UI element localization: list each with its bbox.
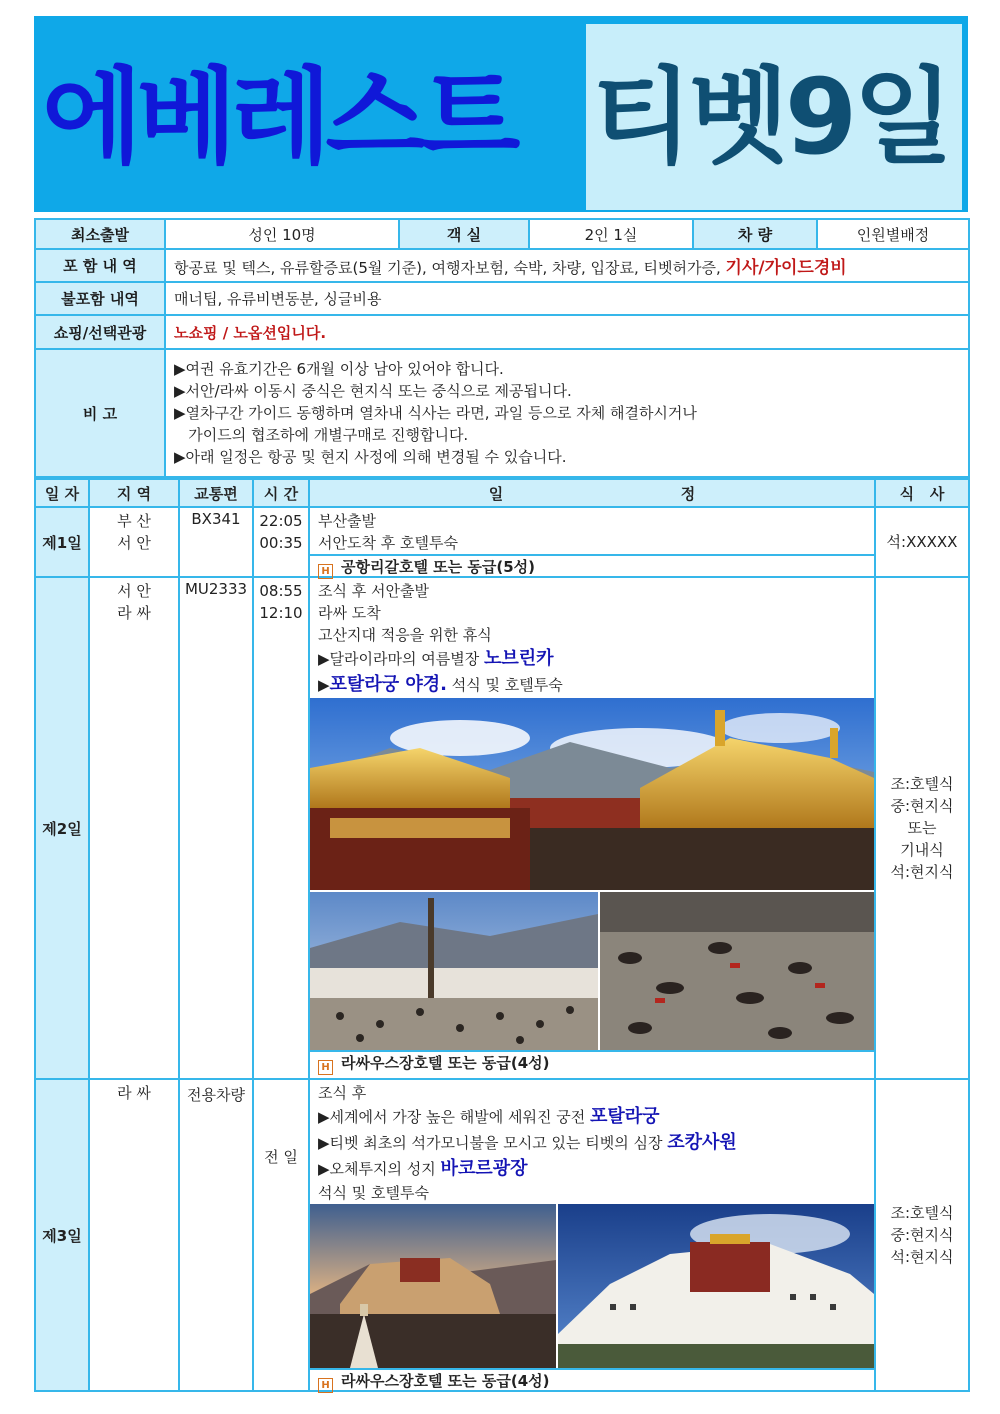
potala-dusk-photo [310,1204,556,1368]
hotel-icon: H [318,1378,333,1393]
day2-bullet-norbulingka [310,646,874,672]
bullet-text: ▶오체투지의 성지 [318,1160,436,1178]
day3-label: 제3일 [35,1079,89,1391]
day1-time: 00:35 [259,534,303,552]
remarks-cell [165,349,969,477]
vehicle-value: 인원별배정 [817,219,969,249]
day1-line: 서안도착 후 호텔투숙 [318,534,458,552]
highlight-jokhang: 조캉사원 [667,1132,737,1153]
bullet-suffix: 석식 및 호텔투숙 [446,676,563,694]
day1-row [35,507,969,577]
day1-meal: 석:XXXXX [875,507,969,577]
included-highlight: 기사/가이드경비 [725,258,847,278]
day2-bullet-potala-night [310,672,874,698]
day2-line: 라싸 도착 [318,604,381,622]
hotel-icon: H [318,564,333,579]
remark-line: ▶열차구간 가이드 동행하며 열차내 식사는 라면, 과일 등으로 자체 해결하시거나 [174,404,697,422]
hotel-icon: H [318,1060,333,1075]
day1-time: 22:05 [259,512,303,530]
highlight-barkhor: 바코르광장 [440,1158,528,1179]
remark-line: ▶아래 일정은 항공 및 현지 사정에 의해 변경될 수 있습니다. [174,448,567,466]
day3-time: 전 일 [253,1079,309,1391]
shopping-label: 쇼핑/선택관광 [35,315,165,349]
day3-meal: 조:호텔식 [890,1204,954,1222]
day3-transport: 전용차량 [179,1079,253,1391]
jokhang-roof-photo [310,698,874,890]
banner-right-panel [586,24,962,210]
day2-meal: 석:현지식 [890,863,954,881]
title-banner [34,16,968,212]
header-time: 시 간 [253,479,309,507]
day2-time: 12:10 [259,604,303,622]
day2-area: 라 싸 [117,604,151,622]
included-value: 항공료 및 텍스, 유류할증료(5월 기준), 여행자보험, 숙박, 차량, 입장료, 티벳허가증, [174,259,721,277]
day2-line: 고산지대 적응을 위한 휴식 [318,626,492,644]
day1-itinerary [309,507,875,577]
day2-time: 08:55 [259,582,303,600]
remarks-label: 비 고 [35,349,165,477]
min-departure-label: 최소출발 [35,219,165,249]
highlight-potala: 포탈라궁 [590,1106,660,1127]
bullet-text: ▶달라이라마의 여름별장 [318,650,480,668]
day3-meal: 중:현지식 [890,1226,954,1244]
day2-hotel-name: 라싸우스장호텔 또는 동급(4성) [341,1054,550,1072]
included-cell [165,249,969,282]
schedule-header-row [35,479,969,507]
header-meal: 식 사 [875,479,969,507]
banner-title-tibet-9-days: 티벳9일 [592,56,950,178]
day2-hotel [310,1050,874,1072]
day3-row [35,1079,969,1391]
day2-photos [310,698,874,1050]
excluded-label: 불포함 내역 [35,282,165,315]
day1-area: 서 안 [117,534,151,552]
header-area: 지 역 [89,479,179,507]
bullet-arrow: ▶ [318,676,330,694]
day3-photos [310,1204,874,1368]
included-label: 포 함 내 역 [35,249,165,282]
excluded-value: 매너팁, 유류비변동분, 싱글비용 [165,282,969,315]
day3-bullet-potala [310,1104,874,1130]
bullet-text: ▶티벳 최초의 석가모니불을 모시고 있는 티벳의 심장 [318,1134,663,1152]
day2-row [35,577,969,1079]
day3-hotel [310,1368,874,1390]
bullet-text: ▶세계에서 가장 높은 해발에 세워진 궁전 [318,1108,586,1126]
day3-bullet-barkhor [310,1156,874,1182]
schedule-table [34,478,970,1392]
day2-meal: 기내식 [900,841,944,859]
potala-palace-photo [558,1204,874,1368]
day1-line: 부산출발 [318,512,376,530]
header-transport: 교통편 [179,479,253,507]
day1-label: 제1일 [35,507,89,577]
day2-itinerary [309,577,875,1079]
day1-areas [89,507,179,577]
day3-meal: 석:현지식 [890,1248,954,1266]
min-departure-value: 성인 10명 [165,219,399,249]
day2-times [253,577,309,1079]
day1-area: 부 산 [117,512,151,530]
day3-hotel-name: 라싸우스장호텔 또는 동급(4성) [341,1372,550,1390]
day2-meal: 조:호텔식 [890,775,954,793]
banner-title-everest: 에베레스트 [42,56,515,178]
day3-line: 조식 후 [318,1084,367,1102]
day3-itinerary [309,1079,875,1391]
day2-meal: 중:현지식 [890,797,954,815]
tour-info-table [34,218,970,478]
day2-meal: 또는 [907,819,937,837]
day2-meals [875,577,969,1079]
day1-transport: BX341 [179,507,253,577]
remark-line: ▶서안/라싸 이동시 중식은 현지식 또는 중식으로 제공됩니다. [174,382,572,400]
day3-area: 라 싸 [89,1079,179,1391]
day3-closing: 석식 및 호텔투숙 [318,1184,429,1202]
day1-hotel [310,554,874,576]
day3-bullet-jokhang [310,1130,874,1156]
day1-hotel-name: 공항리갈호텔 또는 동급(5성) [341,558,535,576]
shopping-value: 노쇼핑 / 노옵션입니다. [165,315,969,349]
day3-meals [875,1079,969,1391]
highlight-potala-night: 포탈라궁 야경. [329,674,447,695]
barkhor-square-photo [310,892,598,1050]
day2-areas [89,577,179,1079]
pilgrims-prostrating-photo [600,892,874,1050]
day2-transport: MU2333 [179,577,253,1079]
room-label: 객 실 [399,219,529,249]
remark-line: ▶여권 유효기간은 6개월 이상 남아 있어야 합니다. [174,360,504,378]
room-value: 2인 1실 [529,219,693,249]
highlight-norbulingka: 노브린카 [484,648,554,669]
day2-area: 서 안 [117,582,151,600]
day1-times [253,507,309,577]
header-date: 일 자 [35,479,89,507]
remark-line: 가이드의 협조하에 개별구매로 진행합니다. [174,426,469,444]
day2-label: 제2일 [35,577,89,1079]
vehicle-label: 차 량 [693,219,817,249]
header-itinerary: 일 정 [309,479,875,507]
day2-line: 조식 후 서안출발 [318,582,429,600]
